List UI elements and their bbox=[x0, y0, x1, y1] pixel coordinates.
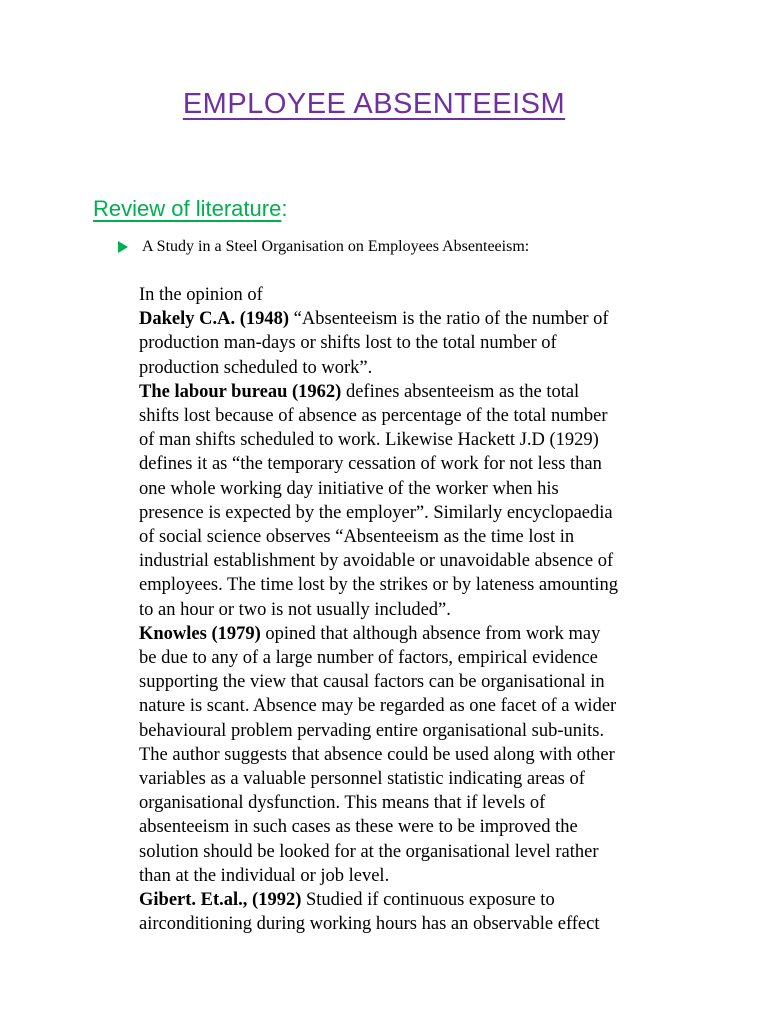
text-line bbox=[139, 331, 684, 355]
text-line bbox=[139, 622, 684, 646]
text-line-content: supporting the view that causal factors can be organisational in bbox=[139, 672, 605, 693]
text-line bbox=[139, 670, 684, 694]
text-line bbox=[139, 840, 684, 864]
text-line bbox=[139, 307, 684, 331]
text-line-content: than at the individual or job level. bbox=[139, 865, 390, 886]
arrow-bullet-icon bbox=[118, 241, 128, 253]
text-line-content: absenteeism in such cases as these were to be improved the bbox=[139, 817, 578, 838]
text-line-content: “Absenteeism is the ratio of the number of bbox=[289, 309, 609, 330]
text-line bbox=[139, 791, 684, 815]
text-line bbox=[139, 283, 684, 307]
text-line bbox=[139, 428, 684, 452]
text-line-content: nature is scant. Absence may be regarded as one facet of a wider bbox=[139, 696, 617, 717]
text-line bbox=[139, 767, 684, 791]
citation-author: The labour bureau (1962) bbox=[139, 381, 342, 402]
text-line-content: presence is expected by the employer”. Similarly encyclopaedia bbox=[139, 502, 613, 523]
document-title-text: EMPLOYEE ABSENTEEISM bbox=[182, 88, 566, 120]
text-line-content: behavioural problem pervading entire organisational sub-units. bbox=[139, 720, 605, 741]
text-line-content: airconditioning during working hours has an observable effect bbox=[139, 914, 600, 935]
text-line bbox=[139, 573, 684, 597]
text-line bbox=[139, 743, 684, 767]
body-text bbox=[139, 283, 684, 936]
section-heading-colon: : bbox=[281, 196, 288, 221]
text-line bbox=[139, 356, 684, 380]
text-line-content: to an hour or two is not usually included”. bbox=[139, 599, 451, 620]
text-line-content: be due to any of a large number of factors, empirical evidence bbox=[139, 648, 598, 669]
section-heading bbox=[93, 196, 287, 222]
text-line-content: one whole working day initiative of the worker when his bbox=[139, 478, 559, 499]
citation-author: Gibert. Et.al., (1992) bbox=[139, 890, 302, 911]
text-line bbox=[139, 598, 684, 622]
citation-author: Dakely C.A. (1948) bbox=[139, 309, 290, 330]
text-line bbox=[139, 380, 684, 404]
text-line bbox=[139, 815, 684, 839]
text-line bbox=[139, 549, 684, 573]
document-title bbox=[0, 88, 748, 121]
text-line bbox=[139, 912, 684, 936]
text-line-content: organisational dysfunction. This means that if levels of bbox=[139, 793, 546, 814]
text-line-content: shifts lost because of absence as percentage of the total number bbox=[139, 406, 608, 427]
text-line bbox=[139, 646, 684, 670]
text-line-content: production scheduled to work”. bbox=[139, 357, 373, 378]
text-line-content: of social science observes “Absenteeism as the time lost in bbox=[139, 527, 575, 548]
text-line-content: employees. The time lost by the strikes or by lateness amounting bbox=[139, 575, 619, 596]
text-line-content: opined that although absence from work may bbox=[260, 623, 601, 644]
bullet-text: A Study in a Steel Organisation on Employees Absenteeism: bbox=[142, 238, 530, 255]
text-line-content: The author suggests that absence could be used along with other bbox=[139, 744, 615, 765]
text-line-content: Studied if continuous exposure to bbox=[301, 890, 555, 911]
text-line bbox=[139, 404, 684, 428]
bullet-item bbox=[118, 238, 529, 256]
section-heading-label: Review of literature bbox=[93, 196, 282, 221]
text-line-content: industrial establishment by avoidable or unavoidable absence of bbox=[139, 551, 614, 572]
text-line bbox=[139, 525, 684, 549]
text-line bbox=[139, 719, 684, 743]
text-line-content: In the opinion of bbox=[139, 285, 263, 305]
text-line bbox=[139, 694, 684, 718]
text-line bbox=[139, 864, 684, 888]
text-line-content: variables as a valuable personnel statistic indicating areas of bbox=[139, 769, 585, 790]
text-line bbox=[139, 501, 684, 525]
text-line-content: solution should be looked for at the organisational level rather bbox=[139, 841, 599, 862]
text-line-content: defines absenteeism as the total bbox=[341, 381, 580, 402]
text-line-content: defines it as “the temporary cessation of work for not less than bbox=[139, 454, 602, 475]
text-line-content: of man shifts scheduled to work. Likewise Hackett J.D (1929) bbox=[139, 430, 599, 451]
text-line-content: production man-days or shifts lost to the total number of bbox=[139, 333, 557, 354]
text-line bbox=[139, 888, 684, 912]
text-line bbox=[139, 477, 684, 501]
text-line bbox=[139, 452, 684, 476]
citation-author: Knowles (1979) bbox=[139, 623, 261, 644]
